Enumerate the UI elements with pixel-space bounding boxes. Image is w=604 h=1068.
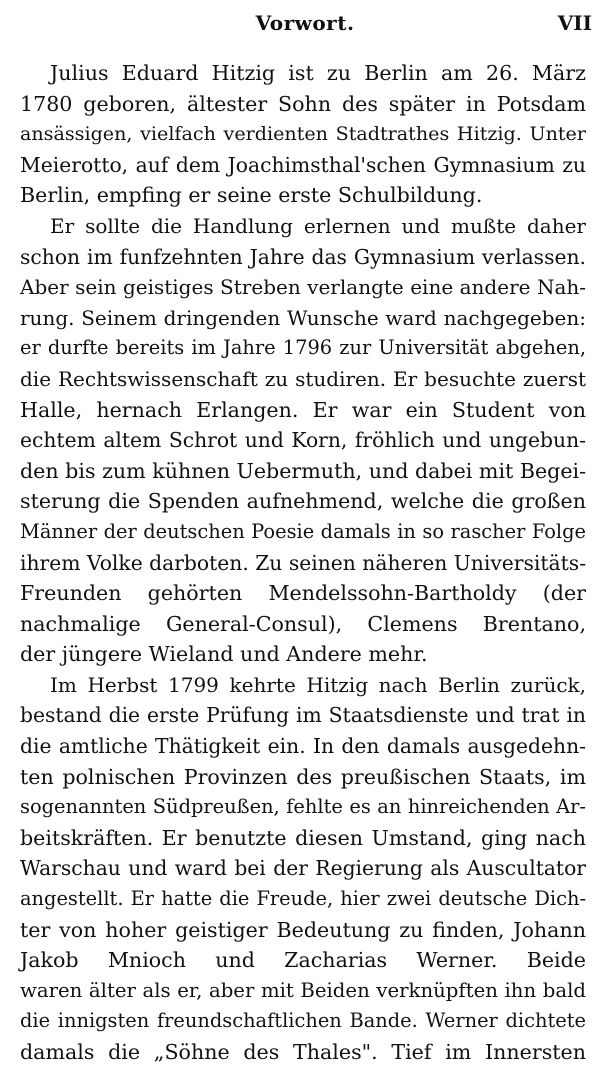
- text-line: Er sollte die Handlung erlernen und mußte daher: [50, 213, 586, 238]
- text-line: waren älter als er, aber mit Beiden verknüpften ihn bald: [20, 978, 586, 1002]
- text-line: die innigsten freundschaftlichen Bande. Werner dichtete: [20, 1009, 586, 1033]
- text-line: der jüngere Wieland und Andere mehr.: [20, 642, 428, 667]
- paragraph-3: [20, 670, 586, 1068]
- text-line: sogenannten Südpreußen, fehlte es an hinreichenden Ar-: [20, 795, 586, 819]
- paragraph-2: [20, 211, 586, 670]
- text-line: er durfte bereits im Jahre 1796 zur Universität abgehen,: [20, 336, 586, 360]
- text-line: Im Herbst 1799 kehrte Hitzig nach Berlin zurück,: [50, 672, 586, 697]
- text-line: damals die „Söhne des Thales". Tief im Innersten: [20, 1040, 586, 1064]
- text-line: Julius Eduard Hitzig ist zu Berlin am 26. März: [50, 61, 586, 85]
- text-line: Freunden gehörten Mendelssohn-Bartholdy (der: [20, 581, 586, 606]
- text-line: bestand die erste Prüfung im Staatsdienste und trat in: [20, 703, 586, 728]
- text-line: beitskräften. Er benutzte diesen Umstand, ging nach: [20, 825, 586, 850]
- text-line: die amtliche Thätigkeit ein. In den damals ausgedehn-: [20, 734, 586, 759]
- text-line: rung. Seinem dringenden Wunsche ward nachgegeben:: [20, 305, 586, 330]
- text-line: schon im funfzehnten Jahre das Gymnasium verlassen.: [20, 244, 586, 269]
- text-line: angestellt. Er hatte die Freude, hier zwei deutsche Dich-: [20, 887, 586, 911]
- running-head: [18, 8, 592, 38]
- text-line: 1780 geboren, ältester Sohn des später in Potsdam: [20, 91, 586, 116]
- text-line: die Rechtswissenschaft zu studiren. Er besuchte zuerst: [20, 366, 586, 391]
- running-title: Vorwort.: [255, 11, 355, 35]
- text-line: Männer der deutschen Poesie damals in so rascher Folge: [20, 519, 586, 543]
- page-number: VII: [557, 11, 592, 35]
- text-line: Meierotto, auf dem Joachimsthal'schen Gymnasium zu: [20, 152, 586, 177]
- text-line: Warschau und ward bei der Regierung als Auscultator: [20, 856, 586, 881]
- text-line: sterung die Spenden aufnehmend, welche die großen: [20, 489, 586, 514]
- text-line: nachmalige General-Consul), Clemens Brentano,: [20, 611, 586, 636]
- paragraph-1: [20, 58, 586, 211]
- body-text: [20, 58, 586, 1068]
- text-line: Halle, hernach Erlangen. Er war ein Student von: [20, 397, 586, 422]
- text-line: ter von hoher geistiger Bedeutung zu finden, Johann: [20, 917, 586, 942]
- text-line: ansässigen, vielfach verdienten Stadtrathes Hitzig. Unter: [20, 122, 586, 146]
- text-line: ihrem Volke darboten. Zu seinen näheren Universitäts-: [20, 550, 587, 575]
- text-line: Berlin, empfing er seine erste Schulbildung.: [20, 183, 483, 208]
- text-line: Jakob Mnioch und Zacharias Werner. Beide: [20, 948, 586, 973]
- text-line: den bis zum kühnen Uebermuth, und dabei mit Begei-: [20, 458, 587, 483]
- text-line: Aber sein geistiges Streben verlangte eine andere Nah-: [20, 275, 586, 300]
- text-line: ten polnischen Provinzen des preußischen Staats, im: [20, 764, 586, 789]
- text-line: echtem altem Schrot und Korn, fröhlich und ungebun-: [20, 428, 586, 453]
